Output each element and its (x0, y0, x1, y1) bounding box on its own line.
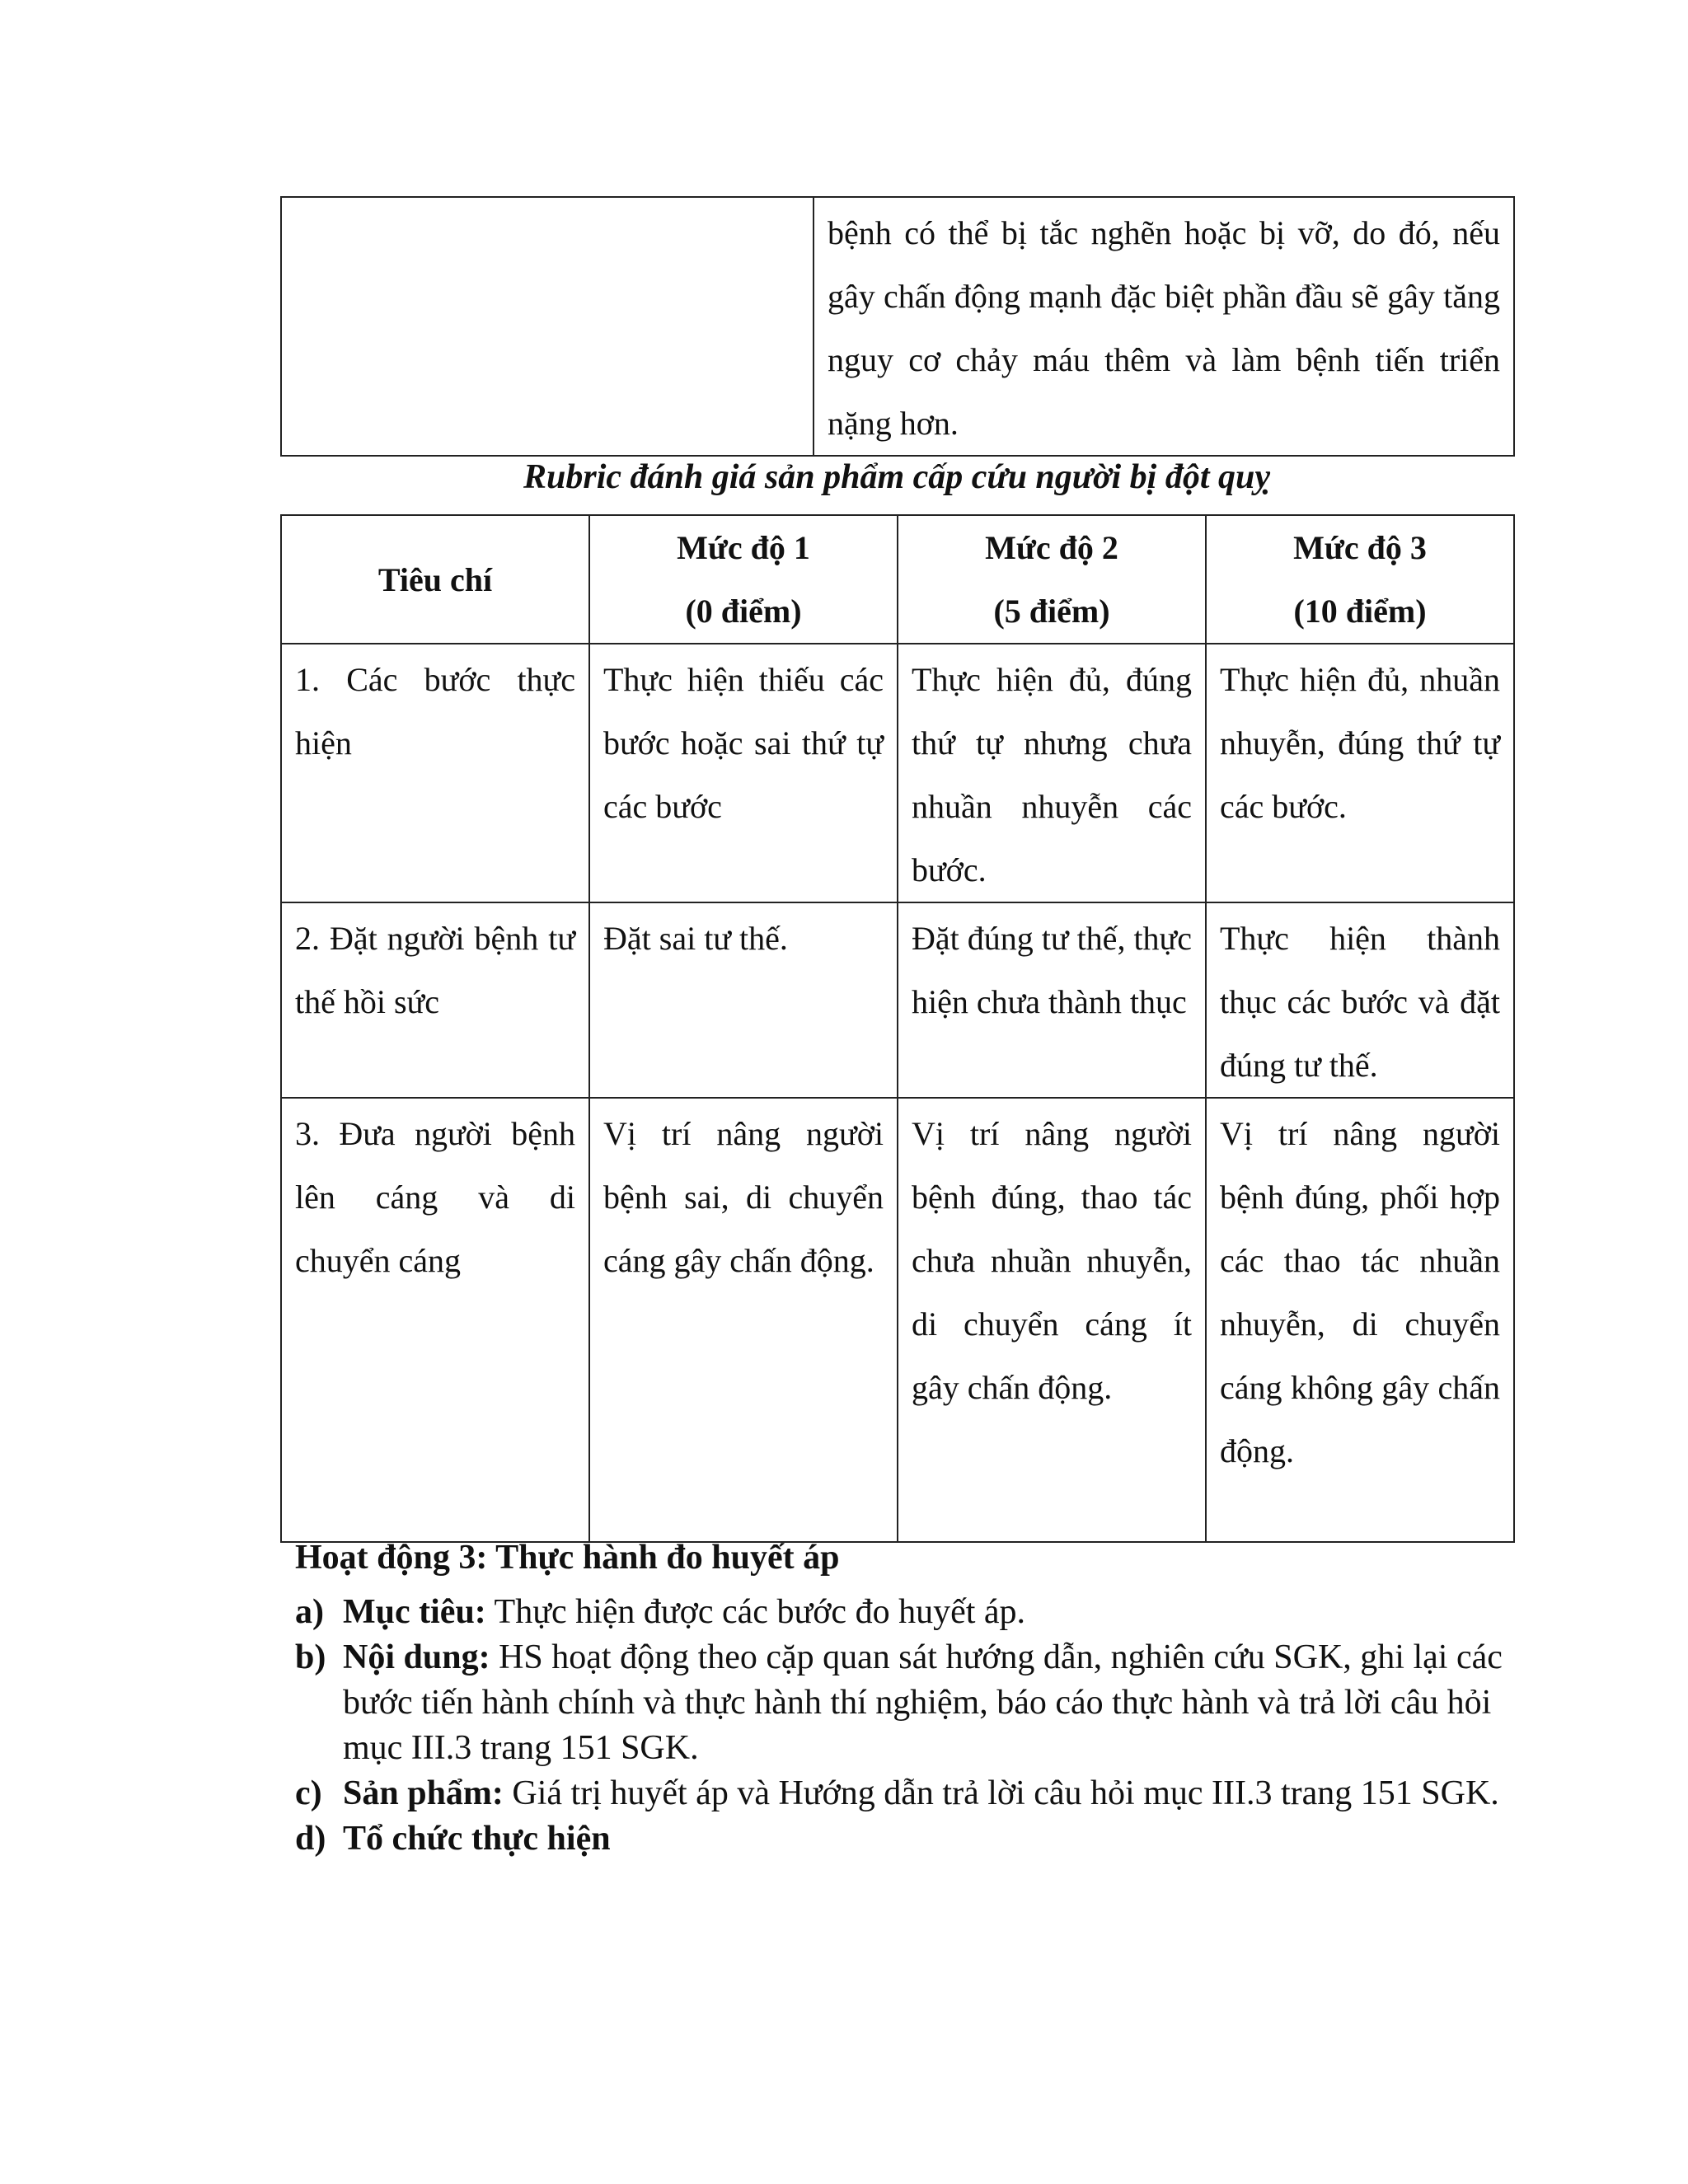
header-level-2-title: Mức độ 2 (985, 529, 1118, 566)
rubric-header-row (281, 515, 1514, 644)
item-label: Sản phẩm: (343, 1774, 504, 1812)
item-marker: d) (295, 1820, 326, 1858)
rubric-table (280, 514, 1515, 1543)
table-row (281, 1098, 1514, 1542)
criteria-cell: 1. Các bước thực hiện (281, 644, 589, 902)
level-2-cell: Thực hiện đủ, đúng thứ tự nhưng chưa nhuần nhuyễn các bước. (898, 644, 1206, 902)
level-2-cell: Vị trí nâng người bệnh đúng, thao tác chưa nhuần nhuyễn, di chuyển cáng ít gây chấn động. (898, 1098, 1206, 1542)
list-item (295, 1816, 1531, 1862)
activity-section (295, 1530, 1531, 1862)
continuation-right-cell: bệnh có thể bị tắc nghẽn hoặc bị vỡ, do đó, nếu gây chấn động mạnh đặc biệt phần đầu sẽ gây tăng nguy cơ chảy máu thêm và làm bệnh tiến triển nặng hơn. (814, 197, 1514, 456)
level-2-cell: Đặt đúng tư thế, thực hiện chưa thành thục (898, 902, 1206, 1098)
header-level-2-points: (5 điểm) (993, 593, 1110, 630)
item-text: Thực hiện được các bước đo huyết áp. (485, 1593, 1026, 1631)
list-item (295, 1635, 1531, 1771)
header-criteria: Tiêu chí (281, 515, 589, 644)
continuation-left-cell (281, 197, 814, 456)
header-level-3 (1206, 515, 1514, 644)
header-level-2 (898, 515, 1206, 644)
item-label: Tổ chức thực hiện (343, 1820, 611, 1858)
header-level-3-title: Mức độ 3 (1293, 529, 1427, 566)
header-level-1-title: Mức độ 1 (677, 529, 810, 566)
level-3-cell: Vị trí nâng người bệnh đúng, phối hợp các thao tác nhuần nhuyễn, di chuyển cáng không gây chấn động. (1206, 1098, 1514, 1542)
table-row (281, 902, 1514, 1098)
header-level-1-points: (0 điểm) (685, 593, 802, 630)
level-1-cell: Thực hiện thiếu các bước hoặc sai thứ tự các bước (589, 644, 898, 902)
level-1-cell: Vị trí nâng người bệnh sai, di chuyển cáng gây chấn động. (589, 1098, 898, 1542)
table-row (281, 644, 1514, 902)
header-level-3-points: (10 điểm) (1293, 593, 1427, 630)
activity-title: Hoạt động 3: Thực hành đo huyết áp (295, 1539, 840, 1577)
item-label: Mục tiêu: (343, 1593, 486, 1631)
item-marker: a) (295, 1593, 324, 1631)
list-item (295, 1590, 1531, 1635)
criteria-cell: 2. Đặt người bệnh tư thế hồi sức (281, 902, 589, 1098)
rubric-caption: Rubric đánh giá sản phẩm cấp cứu người bị đột quỵ (523, 458, 1270, 496)
continuation-table (280, 196, 1515, 457)
level-3-cell: Thực hiện đủ, nhuần nhuyễn, đúng thứ tự các bước. (1206, 644, 1514, 902)
criteria-cell: 3. Đưa người bệnh lên cáng và di chuyển cáng (281, 1098, 589, 1542)
level-1-cell: Đặt sai tư thế. (589, 902, 898, 1098)
header-level-1 (589, 515, 898, 644)
item-text: Giá trị huyết áp và Hướng dẫn trả lời câu hỏi mục III.3 trang 151 SGK. (503, 1774, 1499, 1812)
item-text: HS hoạt động theo cặp quan sát hướng dẫn, nghiên cứu SGK, ghi lại các bước tiến hành chính và thực hành thí nghiệm, báo cáo thực hành và trả lời câu hỏi mục III.3 trang 151 SGK. (343, 1638, 1503, 1767)
item-label: Nội dung: (343, 1638, 490, 1676)
table-row (281, 197, 1514, 456)
item-marker: b) (295, 1638, 326, 1676)
item-marker: c) (295, 1774, 322, 1812)
list-item (295, 1771, 1531, 1816)
level-3-cell: Thực hiện thành thục các bước và đặt đúng tư thế. (1206, 902, 1514, 1098)
